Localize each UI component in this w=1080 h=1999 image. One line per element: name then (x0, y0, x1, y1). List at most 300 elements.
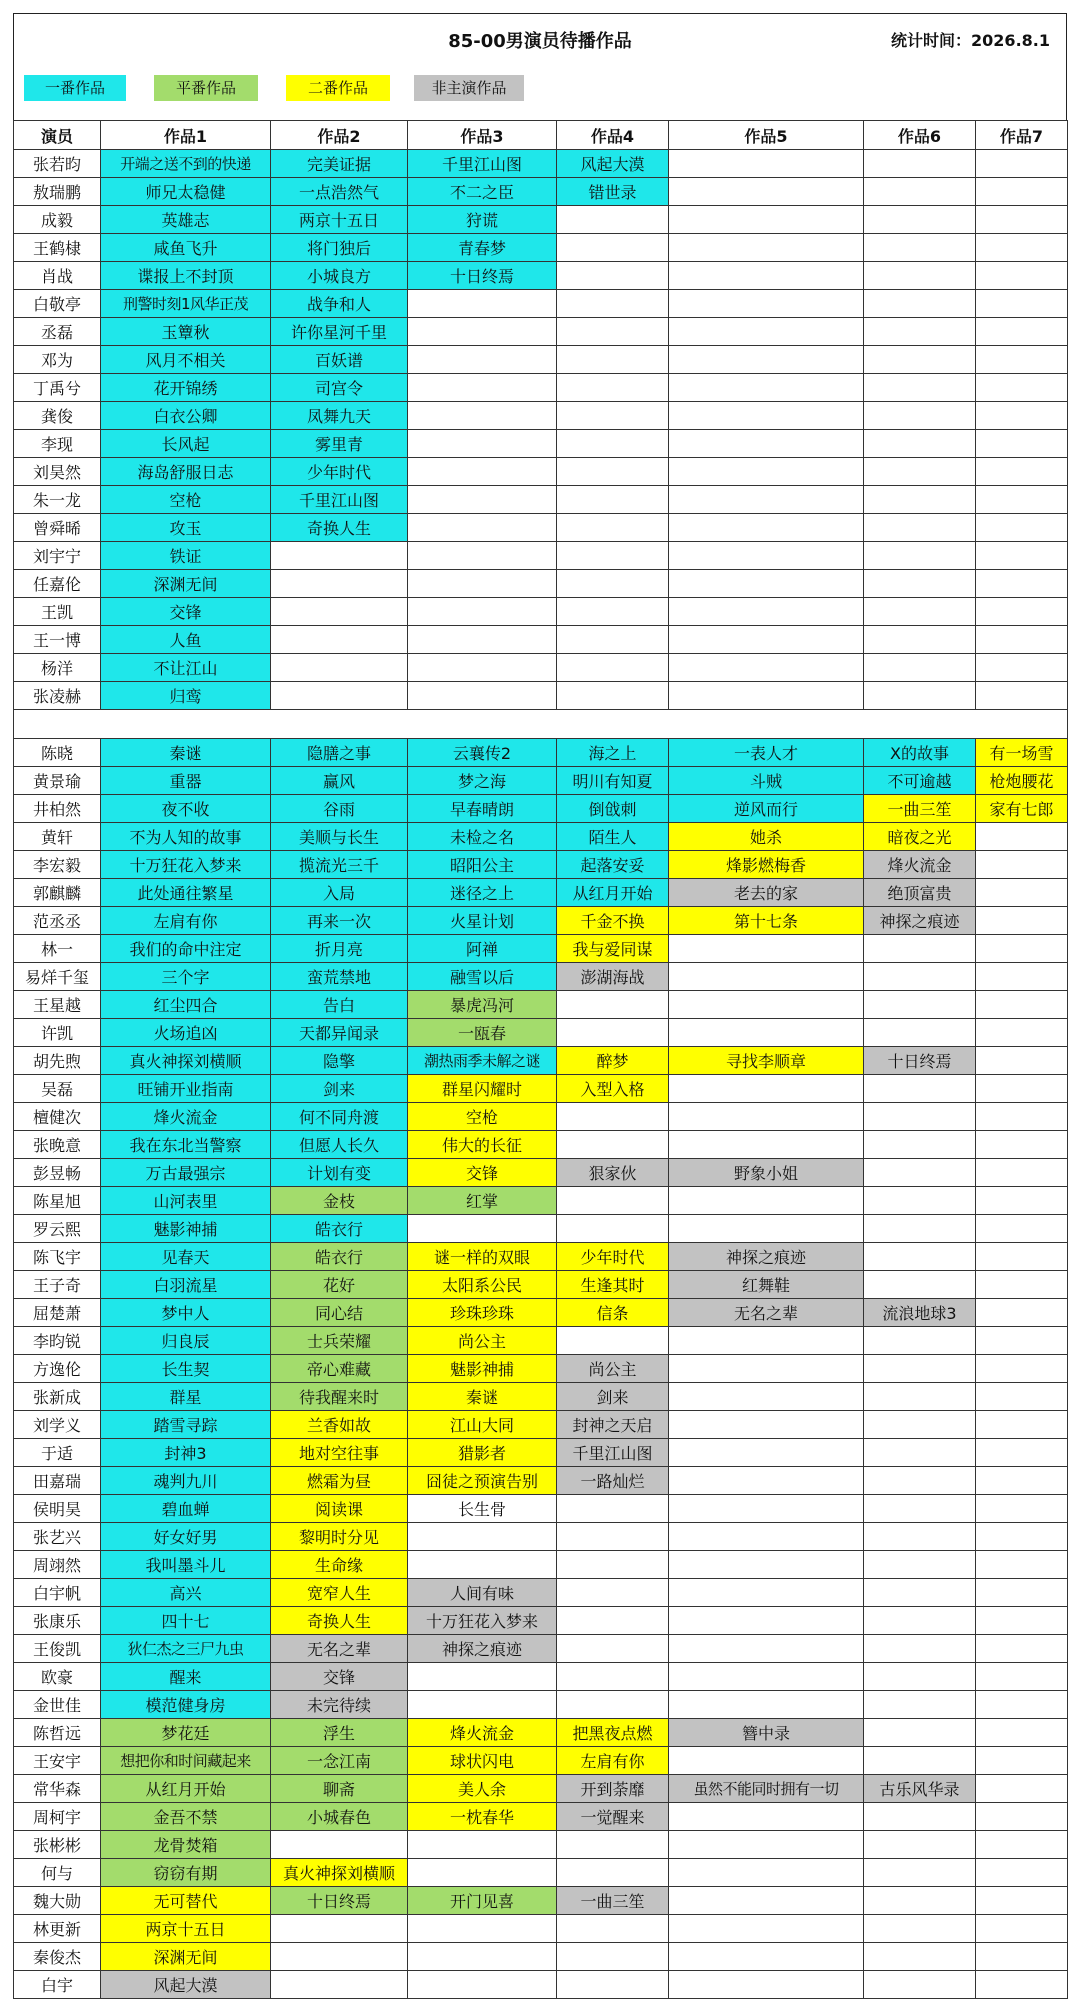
work-cell (864, 1831, 976, 1859)
work-cell: 入局 (271, 879, 408, 907)
work-cell (557, 1859, 669, 1887)
work-cell (669, 1747, 864, 1775)
work-cell (976, 963, 1068, 991)
work-cell: 一路灿烂 (557, 1467, 669, 1495)
actor-cell: 敖瑞鹏 (14, 178, 101, 206)
work-cell: 白羽流星 (101, 1271, 271, 1299)
work-cell: 寻找李顺章 (669, 1047, 864, 1075)
work-cell: 归良辰 (101, 1327, 271, 1355)
work-cell: 烽火流金 (101, 1103, 271, 1131)
table-row (14, 767, 1068, 795)
work-cell: 烽火流金 (864, 851, 976, 879)
work-cell: 从红月开始 (101, 1775, 271, 1803)
work-cell (669, 1635, 864, 1663)
work-cell: 生命缘 (271, 1551, 408, 1579)
work-cell: 万古最强宗 (101, 1159, 271, 1187)
work-cell (669, 402, 864, 430)
work-cell: 人鱼 (101, 626, 271, 654)
work-cell: 醉梦 (557, 1047, 669, 1075)
table-row (14, 1607, 1068, 1635)
actor-cell: 欧豪 (14, 1663, 101, 1691)
actor-cell: 张晚意 (14, 1131, 101, 1159)
work-cell (976, 1579, 1068, 1607)
work-cell: 我在东北当警察 (101, 1131, 271, 1159)
table-row (14, 626, 1068, 654)
work-cell (976, 1523, 1068, 1551)
table-row (14, 542, 1068, 570)
work-cell: 长生骨 (408, 1495, 557, 1523)
actor-cell: 田嘉瑞 (14, 1467, 101, 1495)
work-cell: 折月亮 (271, 935, 408, 963)
work-cell: 早春晴朗 (408, 795, 557, 823)
work-cell: 烽火流金 (408, 1719, 557, 1747)
work-cell (557, 1607, 669, 1635)
actor-cell: 林一 (14, 935, 101, 963)
work-cell (669, 1887, 864, 1915)
sheet (13, 13, 1067, 1999)
work-cell (864, 1131, 976, 1159)
work-cell (976, 262, 1068, 290)
work-cell (271, 1915, 408, 1943)
work-cell (557, 458, 669, 486)
table-row (14, 1019, 1068, 1047)
table-row (14, 1691, 1068, 1719)
table-row (14, 430, 1068, 458)
work-cell: 英雄志 (101, 206, 271, 234)
work-cell: 交锋 (271, 1663, 408, 1691)
work-cell (557, 1103, 669, 1131)
work-cell (976, 1943, 1068, 1971)
work-cell (408, 654, 557, 682)
work-cell: 尚公主 (557, 1355, 669, 1383)
work-cell (976, 318, 1068, 346)
work-cell: 火星计划 (408, 907, 557, 935)
work-cell (669, 514, 864, 542)
table-row (14, 1411, 1068, 1439)
work-cell: 浮生 (271, 1719, 408, 1747)
work-cell: 昭阳公主 (408, 851, 557, 879)
work-cell: 红尘四合 (101, 991, 271, 1019)
work-cell (976, 598, 1068, 626)
work-cell: 我叫墨斗儿 (101, 1551, 271, 1579)
work-cell (976, 851, 1068, 879)
work-cell (669, 178, 864, 206)
actor-cell: 王俊凯 (14, 1635, 101, 1663)
work-cell (271, 682, 408, 710)
work-cell (557, 290, 669, 318)
work-cell (669, 430, 864, 458)
work-cell: 计划有变 (271, 1159, 408, 1187)
header-work-3: 作品3 (408, 121, 557, 150)
table-row (14, 1467, 1068, 1495)
work-cell (864, 430, 976, 458)
work-cell: 何不同舟渡 (271, 1103, 408, 1131)
work-cell (976, 1075, 1068, 1103)
work-cell: 两京十五日 (271, 206, 408, 234)
work-cell: 燃霜为昼 (271, 1467, 408, 1495)
work-cell: 交锋 (101, 598, 271, 626)
work-cell (669, 1131, 864, 1159)
work-cell (408, 290, 557, 318)
work-cell (976, 1747, 1068, 1775)
header-row (14, 121, 1068, 150)
work-cell: 但愿人长久 (271, 1131, 408, 1159)
work-cell (976, 1327, 1068, 1355)
work-cell: 刑警时刻1风华正茂 (101, 290, 271, 318)
work-cell (669, 1551, 864, 1579)
group-1-body (14, 150, 1068, 710)
work-cell (864, 1383, 976, 1411)
table-row (14, 1831, 1068, 1859)
work-cell: 迷径之上 (408, 879, 557, 907)
work-cell (557, 1187, 669, 1215)
work-cell (408, 1215, 557, 1243)
actor-cell: 彭昱畅 (14, 1159, 101, 1187)
work-cell: 风月不相关 (101, 346, 271, 374)
work-cell (976, 1467, 1068, 1495)
table-row (14, 1215, 1068, 1243)
actor-cell: 魏大勋 (14, 1887, 101, 1915)
work-cell: 此处通往繁星 (101, 879, 271, 907)
work-cell (976, 1971, 1068, 1999)
work-cell: 十日终焉 (408, 262, 557, 290)
table-row (14, 1635, 1068, 1663)
work-cell (864, 1719, 976, 1747)
work-cell (669, 374, 864, 402)
work-cell: 待我醒来时 (271, 1383, 408, 1411)
actor-cell: 屈楚萧 (14, 1299, 101, 1327)
work-cell: 她杀 (669, 823, 864, 851)
work-cell: 开到荼靡 (557, 1775, 669, 1803)
table-row (14, 991, 1068, 1019)
work-cell: 兰香如故 (271, 1411, 408, 1439)
work-cell (976, 206, 1068, 234)
work-cell (408, 1915, 557, 1943)
work-cell: 我与爱同谋 (557, 935, 669, 963)
work-cell (976, 374, 1068, 402)
work-cell: 龙骨焚箱 (101, 1831, 271, 1859)
table-row (14, 206, 1068, 234)
work-cell (557, 318, 669, 346)
work-cell: 不可逾越 (864, 767, 976, 795)
work-cell (557, 262, 669, 290)
table-row (14, 1299, 1068, 1327)
work-cell: 司宫令 (271, 374, 408, 402)
actor-cell: 肖战 (14, 262, 101, 290)
table-row (14, 1523, 1068, 1551)
work-cell (864, 1159, 976, 1187)
work-cell: 云襄传2 (408, 739, 557, 767)
work-cell (976, 1047, 1068, 1075)
work-cell: 揽流光三千 (271, 851, 408, 879)
work-cell (864, 1439, 976, 1467)
work-cell: 剑来 (271, 1075, 408, 1103)
work-cell (669, 486, 864, 514)
work-cell: 开端之送不到的快递 (101, 150, 271, 178)
header-actor: 演员 (14, 121, 101, 150)
work-cell (864, 1075, 976, 1103)
work-cell (864, 486, 976, 514)
work-cell (976, 935, 1068, 963)
actor-cell: 易烊千玺 (14, 963, 101, 991)
work-cell (408, 486, 557, 514)
work-cell: 狩谎 (408, 206, 557, 234)
work-cell: 梦中人 (101, 1299, 271, 1327)
work-cell: 士兵荣耀 (271, 1327, 408, 1355)
work-cell: 踏雪寻踪 (101, 1411, 271, 1439)
work-cell: 剑来 (557, 1383, 669, 1411)
work-cell: 山河表里 (101, 1187, 271, 1215)
table-row (14, 1663, 1068, 1691)
actor-cell: 何与 (14, 1859, 101, 1887)
actor-cell: 刘学义 (14, 1411, 101, 1439)
work-cell: 三个字 (101, 963, 271, 991)
work-cell (976, 542, 1068, 570)
work-cell (976, 1159, 1068, 1187)
work-cell (976, 907, 1068, 935)
table-row (14, 1159, 1068, 1187)
work-cell (864, 402, 976, 430)
table-row (14, 1495, 1068, 1523)
work-cell (976, 1719, 1068, 1747)
work-cell (864, 1215, 976, 1243)
work-cell (557, 542, 669, 570)
table-row (14, 346, 1068, 374)
table-row (14, 879, 1068, 907)
actor-cell: 张艺兴 (14, 1523, 101, 1551)
actor-cell: 林更新 (14, 1915, 101, 1943)
work-cell: 归鸾 (101, 682, 271, 710)
sheet-header (13, 13, 1067, 60)
actor-cell: 范丞丞 (14, 907, 101, 935)
stat-time: 统计时间：2026.8.1 (891, 31, 1050, 50)
work-cell: 猎影者 (408, 1439, 557, 1467)
table-row (14, 1075, 1068, 1103)
actor-cell: 张彬彬 (14, 1831, 101, 1859)
legend-item-non-lead: 非主演作品 (414, 75, 524, 101)
work-cell: 珍珠珍珠 (408, 1299, 557, 1327)
actor-cell: 王星越 (14, 991, 101, 1019)
work-cell (864, 570, 976, 598)
work-cell (864, 1551, 976, 1579)
legend (13, 60, 1067, 120)
work-cell: 完美证据 (271, 150, 408, 178)
work-cell: 将门独后 (271, 234, 408, 262)
work-cell (669, 1411, 864, 1439)
table-row (14, 374, 1068, 402)
work-cell: 地对空往事 (271, 1439, 408, 1467)
table-row (14, 1383, 1068, 1411)
work-cell: 倒戗刺 (557, 795, 669, 823)
work-cell (669, 1607, 864, 1635)
work-cell (557, 234, 669, 262)
work-cell (864, 346, 976, 374)
table-row (14, 1327, 1068, 1355)
work-cell: 澎湖海战 (557, 963, 669, 991)
table-row (14, 1271, 1068, 1299)
work-cell (976, 1299, 1068, 1327)
work-cell (976, 626, 1068, 654)
work-cell: 皓衣行 (271, 1243, 408, 1271)
work-cell (864, 206, 976, 234)
work-cell (669, 1383, 864, 1411)
actor-cell: 檀健次 (14, 1103, 101, 1131)
work-cell (669, 290, 864, 318)
work-cell (408, 626, 557, 654)
actor-cell: 王凯 (14, 598, 101, 626)
work-cell: 海岛舒服日志 (101, 458, 271, 486)
actor-cell: 白宇帆 (14, 1579, 101, 1607)
actor-cell: 周翊然 (14, 1551, 101, 1579)
actor-cell: 刘昊然 (14, 458, 101, 486)
table-row (14, 1187, 1068, 1215)
actor-cell: 黄景瑜 (14, 767, 101, 795)
work-cell: 谍报上不封顶 (101, 262, 271, 290)
work-cell (976, 290, 1068, 318)
work-cell: 从红月开始 (557, 879, 669, 907)
actor-cell: 王鹤棣 (14, 234, 101, 262)
work-cell: 尚公主 (408, 1327, 557, 1355)
work-cell (864, 1467, 976, 1495)
actor-cell: 王一博 (14, 626, 101, 654)
work-cell: 融雪以后 (408, 963, 557, 991)
work-cell (864, 1579, 976, 1607)
work-cell (976, 682, 1068, 710)
actor-cell: 陈飞宇 (14, 1243, 101, 1271)
legend-item-second-lead: 二番作品 (286, 75, 390, 101)
work-cell: 魅影神捕 (408, 1355, 557, 1383)
table-row (14, 795, 1068, 823)
work-cell (864, 598, 976, 626)
work-cell: 深渊无间 (101, 1943, 271, 1971)
work-cell (669, 1579, 864, 1607)
work-cell (408, 402, 557, 430)
actor-cell: 陈哲远 (14, 1719, 101, 1747)
work-cell (669, 570, 864, 598)
work-cell: 不为人知的故事 (101, 823, 271, 851)
work-cell: 囧徒之预演告别 (408, 1467, 557, 1495)
work-cell (864, 262, 976, 290)
work-cell: 未完待续 (271, 1691, 408, 1719)
work-cell (976, 1831, 1068, 1859)
work-cell (557, 598, 669, 626)
work-cell: 千里江山图 (557, 1439, 669, 1467)
table-row (14, 262, 1068, 290)
work-cell: 簪中录 (669, 1719, 864, 1747)
work-cell (976, 1103, 1068, 1131)
work-cell (864, 1523, 976, 1551)
work-cell: 入型入格 (557, 1075, 669, 1103)
work-cell: 十日终焉 (864, 1047, 976, 1075)
table-row (14, 1719, 1068, 1747)
work-cell (864, 1019, 976, 1047)
table-row (14, 935, 1068, 963)
work-cell: 神探之痕迹 (408, 1635, 557, 1663)
work-cell: 一枕春华 (408, 1803, 557, 1831)
work-cell (557, 991, 669, 1019)
table-row (14, 1859, 1068, 1887)
work-cell: 虽然不能同时拥有一切 (669, 1775, 864, 1803)
actor-cell: 张新成 (14, 1383, 101, 1411)
work-cell: 一瓯春 (408, 1019, 557, 1047)
actor-cell: 周柯宇 (14, 1803, 101, 1831)
work-cell: 第十七条 (669, 907, 864, 935)
work-cell: 见春天 (101, 1243, 271, 1271)
table-row (14, 1131, 1068, 1159)
work-cell: 十万狂花入梦来 (408, 1607, 557, 1635)
work-cell (976, 402, 1068, 430)
work-cell: 梦之海 (408, 767, 557, 795)
work-cell (976, 1439, 1068, 1467)
work-cell: 左肩有你 (557, 1747, 669, 1775)
table-row (14, 458, 1068, 486)
work-cell: 花好 (271, 1271, 408, 1299)
work-cell (864, 1607, 976, 1635)
work-cell (864, 935, 976, 963)
work-cell: 碧血蝉 (101, 1495, 271, 1523)
work-cell: 封神3 (101, 1439, 271, 1467)
work-cell (864, 1271, 976, 1299)
work-cell: 不二之臣 (408, 178, 557, 206)
work-cell (557, 1019, 669, 1047)
work-cell: 同心结 (271, 1299, 408, 1327)
actor-cell: 丁禹兮 (14, 374, 101, 402)
table-row (14, 739, 1068, 767)
work-cell (864, 178, 976, 206)
work-cell (408, 1691, 557, 1719)
work-cell (557, 374, 669, 402)
work-cell (557, 346, 669, 374)
work-cell (557, 1579, 669, 1607)
table-row (14, 654, 1068, 682)
work-cell: 无名之辈 (669, 1299, 864, 1327)
work-cell (669, 1019, 864, 1047)
work-cell: 陌生人 (557, 823, 669, 851)
actor-cell: 陈星旭 (14, 1187, 101, 1215)
work-cell (408, 1831, 557, 1859)
work-cell (976, 1663, 1068, 1691)
work-cell: 流浪地球3 (864, 1299, 976, 1327)
work-cell (976, 150, 1068, 178)
work-cell (976, 1495, 1068, 1523)
work-cell: 十日终焉 (271, 1887, 408, 1915)
work-cell: 空枪 (101, 486, 271, 514)
work-cell (669, 935, 864, 963)
work-cell: 千里江山图 (271, 486, 408, 514)
work-cell (557, 1635, 669, 1663)
work-cell: 海之上 (557, 739, 669, 767)
work-cell (271, 570, 408, 598)
work-cell (864, 234, 976, 262)
work-cell (669, 318, 864, 346)
work-cell (669, 1859, 864, 1887)
work-cell: 谜一样的双眼 (408, 1243, 557, 1271)
work-cell (669, 626, 864, 654)
work-cell: 错世录 (557, 178, 669, 206)
actor-cell: 李昀锐 (14, 1327, 101, 1355)
work-cell (864, 626, 976, 654)
work-cell (271, 1971, 408, 1999)
table-row (14, 1971, 1068, 1999)
actor-cell: 井柏然 (14, 795, 101, 823)
work-cell (864, 1859, 976, 1887)
work-cell (864, 1243, 976, 1271)
work-cell (976, 1383, 1068, 1411)
work-cell (669, 654, 864, 682)
work-cell: 一表人才 (669, 739, 864, 767)
work-cell (864, 290, 976, 318)
work-cell (669, 1803, 864, 1831)
